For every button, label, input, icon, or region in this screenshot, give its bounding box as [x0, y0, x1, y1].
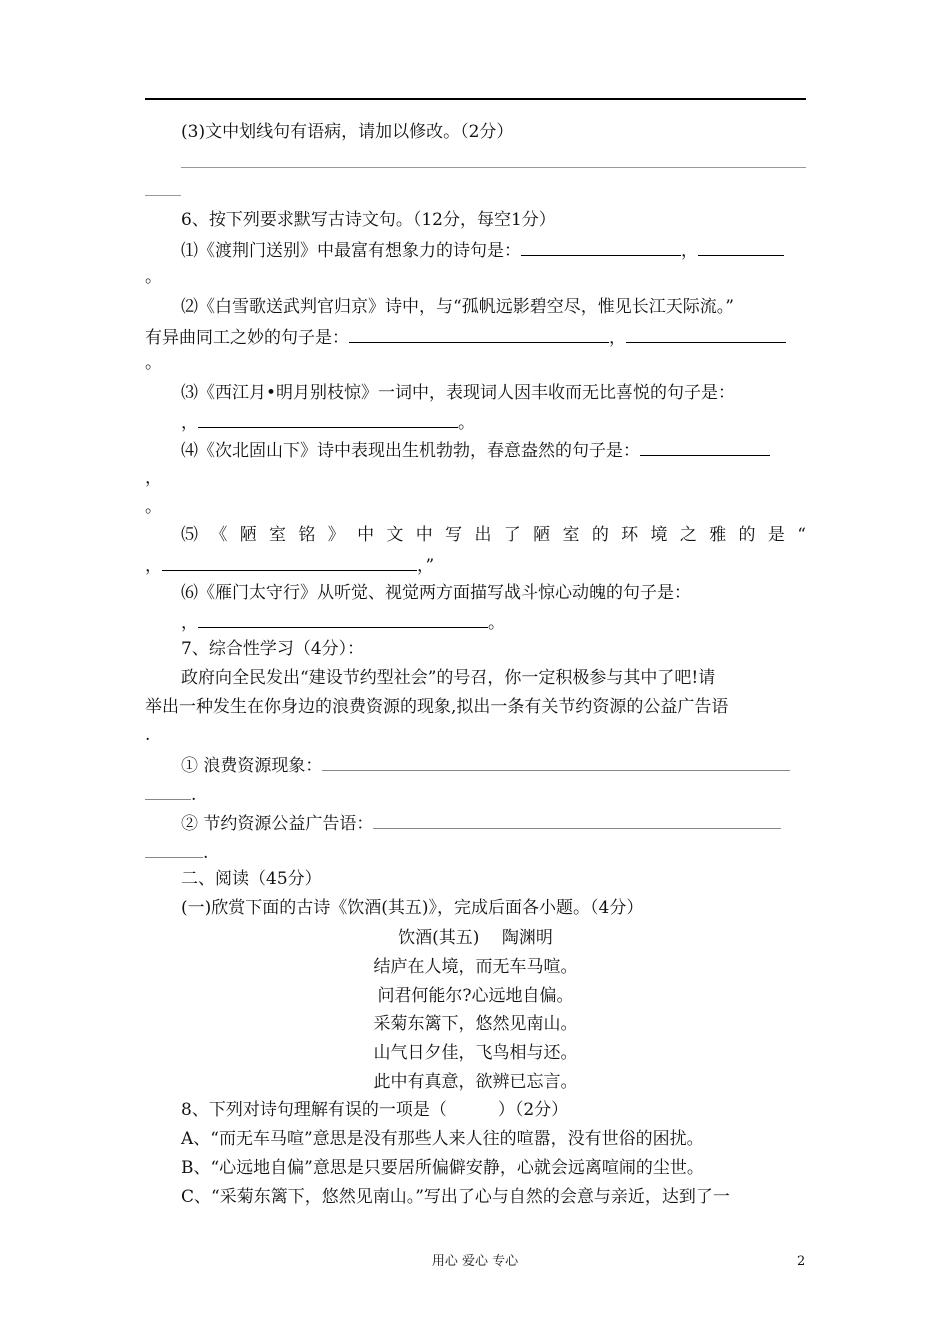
answer-blank: [145, 840, 203, 858]
q6-sub5-char: 写: [445, 525, 463, 545]
blank: [198, 410, 458, 428]
q6-sub2-line2: [145, 325, 806, 349]
q7-item2: [145, 811, 806, 835]
answer-blank: [322, 753, 790, 771]
q8-option-b: B、“心远地自偏”意思是只要居所偏僻安静，心就会远离喧闹的尘世。: [181, 1158, 704, 1178]
q6-sub4-comma: ，: [145, 468, 162, 488]
comma: ，: [681, 241, 698, 261]
q6-sub1-text: ⑴《渡荆门送别》中最富有想象力的诗句是：: [181, 241, 521, 261]
q8-option-a: A、“而无车马喧”意思是没有那些人来人往的喧嚣，没有世俗的困扰。: [181, 1129, 704, 1149]
q7-item1: [145, 753, 806, 777]
header-rule: [145, 98, 806, 100]
q6-sub5-char: 中: [415, 525, 433, 545]
q6-sub5: [145, 524, 806, 546]
comma: ，: [181, 413, 198, 433]
q6-sub5-char: 室: [269, 525, 287, 545]
close-quote: ，”: [417, 556, 435, 576]
section2-sub1: (一)欣赏下面的古诗《饮酒(其五)》，完成后面各小题。（4分）: [181, 898, 644, 918]
blank: [162, 553, 417, 571]
blank: [198, 610, 488, 628]
q6-sub5-char: 的: [738, 525, 756, 545]
q6-sub5-char: 室: [562, 525, 580, 545]
q6-sub2-text2: 有异曲同工之妙的句子是：: [145, 328, 349, 348]
q6-sub5-line2: [145, 553, 806, 577]
q6-sub5-char: 》: [327, 525, 345, 545]
page-number: 2: [797, 1254, 806, 1269]
q6-sub5-char: 之: [679, 525, 697, 545]
q7-para2: 举出一种发生在你身边的浪费资源的现象,拟出一条有关节约资源的公益广告语: [145, 697, 729, 717]
q6-sub5-char: 陋: [533, 525, 551, 545]
q6-sub5-char: 的: [591, 525, 609, 545]
q7-item1-label: ① 浪费资源现象：: [181, 756, 323, 776]
q7-item2-line2: [145, 840, 806, 864]
q6-sub4-end: 。: [145, 497, 162, 517]
blank: [521, 238, 681, 256]
answer-blank: [145, 782, 191, 800]
poem-line: 采菊东篱下，悠然见南山。: [373, 1014, 578, 1034]
blank: [640, 438, 770, 456]
answer-blank: [373, 811, 781, 829]
q6-sub2-end: 。: [145, 353, 162, 373]
answer-line: [181, 167, 806, 168]
blank: [698, 238, 784, 256]
poem-line: 问君何能尔?心远地自偏。: [377, 986, 574, 1006]
q6-sub5-char: 出: [474, 525, 492, 545]
q6-sub3-line2: [145, 410, 806, 434]
q7-item1-line2: [145, 782, 806, 806]
comma: ，: [609, 328, 626, 348]
q7-para3: .: [145, 725, 151, 745]
q8-option-c: C、“采菊东篱下，悠然见南山。”写出了心与自然的会意与亲近，达到了一: [181, 1187, 730, 1207]
dot: .: [191, 785, 197, 805]
q6-sub6-line2: [145, 610, 806, 634]
q6-sub5-char: 了: [503, 525, 521, 545]
answer-line-tail: [145, 195, 181, 196]
q6-sub5-char: 中: [357, 525, 375, 545]
footer-slogan: 用心 爱心 专心: [431, 1254, 519, 1269]
period: 。: [488, 613, 505, 633]
q6-sub5-char: 雅: [709, 525, 727, 545]
q7-para1: 政府向全民发出“建设节约型社会”的号召，你一定积极参与其中了吧!请: [181, 668, 716, 688]
q6-sub5-char: 《: [210, 525, 228, 545]
q7-heading: 7、综合性学习（4分）：: [181, 639, 365, 659]
dot: .: [203, 843, 209, 863]
q6-sub5-char: 环: [621, 525, 639, 545]
q7-item2-label: ② 节约资源公益广告语：: [181, 814, 374, 834]
poem-title: 饮酒(其五) 陶渊明: [398, 928, 553, 948]
q6-heading: 6、按下列要求默写古诗文句。（12分，每空1分）: [181, 210, 556, 230]
q6-sub5-char: 是: [767, 525, 785, 545]
poem-line: 此中有真意，欲辨已忘言。: [373, 1072, 578, 1092]
section2-heading: 二、阅读（45分）: [181, 869, 322, 889]
q6-sub5-char: 陋: [239, 525, 257, 545]
q6-sub2: ⑵《白雪歌送武判官归京》诗中，与“孤帆远影碧空尽，惟见长江天际流。”: [181, 297, 734, 317]
q6-sub6: ⑹《雁门太守行》从听觉、视觉两方面描写战斗惊心动魄的句子是：: [181, 583, 691, 603]
q6-sub5-char: 境: [650, 525, 668, 545]
q6-sub5-char: 文: [386, 525, 404, 545]
q6-sub1: [145, 238, 806, 262]
comma: ，: [181, 613, 198, 633]
blank: [349, 325, 609, 343]
q6-sub5-char: “: [797, 525, 806, 545]
comma: ，: [145, 556, 162, 576]
q6-sub3: ⑶《西江月•明月别枝惊》一词中，表现词人因丰收而无比喜悦的句子是：: [181, 383, 736, 403]
q6-sub5-char: 铭: [298, 525, 316, 545]
q6-sub4-text: ⑷《次北固山下》诗中表现出生机勃勃，春意盎然的句子是：: [181, 441, 640, 461]
period: 。: [458, 413, 475, 433]
q5-sub3: (3)文中划线句有语病，请加以修改。（2分）: [181, 122, 514, 142]
blank: [626, 325, 786, 343]
poem-line: 山气日夕佳，飞鸟相与还。: [373, 1043, 578, 1063]
q8-heading: 8、下列对诗句理解有误的一项是（ ）（2分）: [181, 1100, 569, 1120]
poem-line: 结庐在人境，而无车马喧。: [373, 957, 578, 977]
q6-sub4: [145, 438, 806, 462]
q6-sub1-end: 。: [145, 267, 162, 287]
q6-sub5-char: ⑸: [181, 525, 198, 545]
